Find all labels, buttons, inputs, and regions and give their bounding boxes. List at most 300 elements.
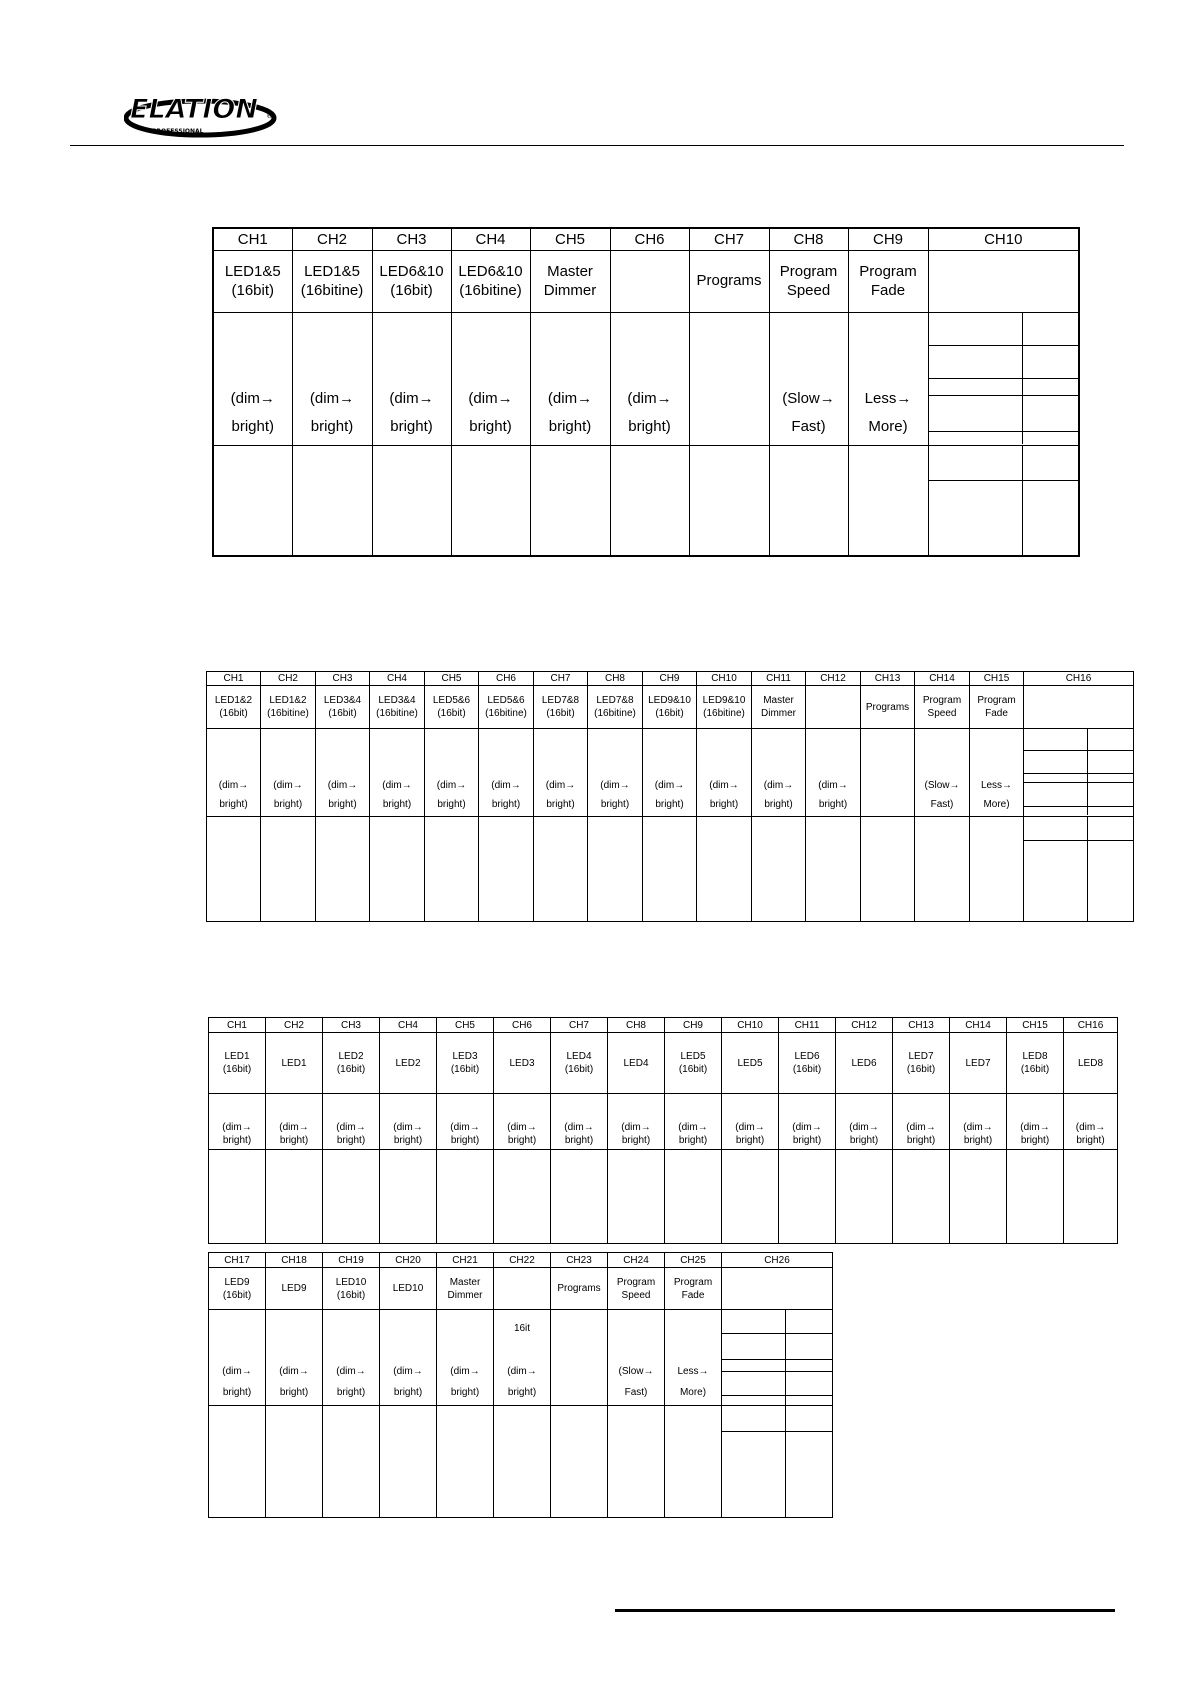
elation-logo [124,84,280,140]
function-cell [316,686,370,729]
channel-header [588,672,643,686]
channel-label: CH1 [223,673,244,684]
blank-cell [769,445,848,556]
blank-cell [316,817,370,922]
channel-header [769,228,848,250]
function-label: (16bitine) [300,282,364,299]
range-text [452,313,530,445]
range-cell [836,1094,893,1150]
range-label [861,776,914,795]
range-cell [893,1094,950,1150]
range-label: bright) [469,417,512,435]
range-cell [848,312,928,445]
channel-label: CH4 [386,673,407,684]
range-text [479,729,533,816]
range-label: (dim→ [507,1122,537,1133]
range-label: bright) [328,799,357,810]
range-label: bright) [906,1135,936,1146]
blank-cell [893,1150,950,1244]
blank-cell [380,1150,437,1244]
range-text [752,729,805,816]
value-subgrid [722,1310,832,1405]
range-text [323,1094,379,1149]
subgrid-row [929,395,1079,431]
range-label: bright) [764,799,793,810]
channel-header [806,672,861,686]
channel-label: CH22 [509,1254,535,1266]
range-label: (dim→ [230,389,275,407]
channel-header [1007,1018,1064,1033]
range-cell [437,1310,494,1406]
function-label: LED1 [224,1051,250,1062]
range-text [494,1094,550,1149]
channel-header [451,228,530,250]
channel-header [722,1018,779,1033]
function-label: LED3&4 [378,695,416,706]
range-label: bright) [390,417,433,435]
range-cell [689,312,769,445]
channel-label: CH6 [634,230,665,248]
range-text [551,1310,607,1405]
function-cell [1064,1033,1118,1094]
function-cell [323,1268,380,1310]
channel-label: CH13 [874,673,901,684]
range-label: (dim→ [627,389,672,407]
range-label: (dim→ [792,1122,822,1133]
dmx-table-16ch-a [206,671,1134,922]
function-cell [1007,1033,1064,1094]
blank-cell [836,1150,893,1244]
subgrid-row [1024,774,1133,783]
blank-cell [266,1406,323,1518]
channel-label: CH12 [851,1019,877,1031]
channel-label: CH10 [711,673,737,684]
range-text [915,729,969,816]
blank-cell [551,1150,608,1244]
subgrid-row [929,480,1079,555]
range-label: (dim→ [279,1366,309,1377]
function-cell [588,686,643,729]
blank-cell [915,817,970,922]
channel-label: CH7 [568,1019,589,1031]
channel-header [689,228,769,250]
subgrid-row [1024,729,1133,751]
function-label: (16bitine) [703,708,745,719]
channel-label: CH23 [566,1254,592,1266]
channel-label: CH16 [1065,673,1092,684]
blank-cell [551,1406,608,1518]
range-label [690,413,769,441]
channel-header [209,1018,266,1033]
range-label: bright) [279,1135,309,1146]
blank-cell [437,1406,494,1518]
function-label: LED6&10 [458,262,523,280]
function-label: LED1&5 [224,262,281,280]
function-cell [534,686,588,729]
range-cell [1007,1094,1064,1150]
function-cell [292,250,372,312]
range-text [494,1310,550,1405]
dmx-table-16ch-b [208,1017,1118,1244]
range-label: (dim→ [678,1122,708,1133]
subgrid-function-cell [786,1310,832,1334]
function-label: (16bit) [222,1289,252,1301]
channel-header [928,228,1079,250]
subgrid-range-cell [1024,841,1087,922]
channel-header [266,1018,323,1033]
range-label: (dim→ [222,1366,252,1377]
function-cell [779,1033,836,1094]
range-label: bright) [393,1135,423,1146]
channel-label: CH3 [332,673,353,684]
range-label [861,795,914,814]
subgrid-function-cell [1023,395,1078,431]
subgrid-function-cell [1023,378,1078,395]
range-cell [608,1310,665,1406]
function-label: LED5&6 [487,695,525,706]
channel-label: CH6 [511,1019,532,1031]
function-label: Program [673,1276,713,1288]
blank-cell [372,445,451,556]
blank-cell [1064,1150,1118,1244]
function-label: Programs [865,701,910,713]
range-text [779,1094,835,1149]
function-label: LED1&2 [214,695,253,706]
range-cell [697,729,752,817]
channel-header [292,228,372,250]
subgrid-function-cell [786,1360,832,1372]
channel-header [752,672,806,686]
blank-row [209,1150,1118,1244]
subgrid-range-cell [929,431,1023,444]
function-label: LED5&6 [432,695,471,706]
range-cell [643,729,697,817]
channel-header [610,228,689,250]
blank-cell [209,1406,266,1518]
range-text [608,1094,664,1149]
range-label: bright) [336,1135,366,1146]
subgrid-range-cell [929,313,1023,346]
subgrid-row [1024,841,1133,922]
function-label: (16bit) [792,1064,822,1075]
channel-header [425,672,479,686]
function-label: Dimmer [543,282,597,299]
function-label: LED2 [338,1051,364,1062]
range-text [380,1310,436,1405]
range-label: bright) [621,1135,651,1146]
ch22-note: 16it [513,1323,531,1334]
function-cell [608,1033,665,1094]
value-subgrid [929,446,1079,555]
range-label: bright) [1076,1135,1105,1146]
range-label [690,385,769,413]
subgrid-range-cell [1024,807,1087,816]
range-text [293,313,372,445]
range-label: bright) [437,799,466,810]
dmx-table-ch17-26 [208,1252,833,1518]
range-text [380,1094,436,1149]
channel-label: CH18 [281,1254,307,1266]
function-label: LED10 [392,1283,424,1294]
subgrid-function-cell [1023,431,1078,444]
range-label: (dim→ [621,1122,651,1133]
blank-cell [752,817,806,922]
function-cell [806,686,861,729]
channel-label: CH26 [764,1254,790,1266]
range-cell [665,1310,722,1406]
subgrid-range-cell [1024,774,1087,783]
subgrid-function-cell [786,1334,832,1360]
range-label: bright) [273,799,303,810]
range-label: (dim→ [450,1122,480,1133]
function-label: (16bitine) [267,708,309,719]
function-cell [665,1268,722,1310]
blank-cell [779,1150,836,1244]
function-label: (16bit) [678,1064,708,1075]
range-cell [209,1310,266,1406]
subgrid-row [722,1432,832,1518]
range-row [213,312,1079,445]
channel-label: CH13 [908,1019,934,1031]
value-subgrid [722,1406,832,1517]
function-cell [266,1268,323,1310]
range-label: (dim→ [507,1366,537,1377]
blank-cell [970,817,1024,922]
range-text [665,1094,721,1149]
range-label: (dim→ [545,780,576,791]
function-cell [1024,686,1134,729]
range-label: (dim→ [309,389,355,407]
function-cell [437,1033,494,1094]
range-text [534,729,587,816]
channel-label: CH3 [340,1019,361,1031]
range-label: (dim→ [389,389,434,407]
range-label: (dim→ [763,780,794,791]
blank-cell [494,1406,551,1518]
function-row [207,686,1134,729]
value-blank-grid [928,445,1079,556]
function-cell [213,250,292,312]
range-label: bright) [792,1135,822,1146]
function-cell [861,686,915,729]
range-cell [494,1310,551,1406]
range-cell [207,729,261,817]
blank-cell [292,445,372,556]
channel-label: CH2 [316,230,347,248]
range-label: bright) [231,417,275,435]
channel-label: CH24 [623,1254,649,1266]
channel-header [950,1018,1007,1033]
header-rule [70,145,1124,146]
subgrid-function-cell [1023,446,1078,481]
range-text [970,729,1023,816]
function-label: LED1&5 [304,262,360,280]
range-label: bright) [548,417,592,435]
range-text [1064,1094,1117,1149]
range-cell [1064,1094,1118,1150]
range-cell [437,1094,494,1150]
channel-header [608,1018,665,1033]
blank-cell [950,1150,1007,1244]
function-cell [610,250,689,312]
range-label: (Slow→ [924,780,960,791]
channel-header [316,672,370,686]
blank-cell [806,817,861,922]
channel-label: CH20 [395,1254,421,1266]
function-cell [928,250,1079,312]
blank-cell [479,817,534,922]
range-cell [752,729,806,817]
function-cell [722,1033,779,1094]
function-cell [722,1268,833,1310]
value-range-grid [928,312,1079,445]
range-label: (dim→ [279,1122,309,1133]
range-label: bright) [219,799,248,810]
function-label: Master [547,262,593,280]
function-label: LED2 [395,1057,421,1069]
function-cell [643,686,697,729]
subgrid-row [929,313,1079,346]
subgrid-row [929,345,1079,378]
channel-label: CH15 [1022,1019,1048,1031]
range-label: bright) [222,1135,252,1146]
function-label: (16bit) [1020,1064,1050,1075]
blank-cell [370,817,425,922]
blank-row [207,817,1134,922]
channel-header [323,1018,380,1033]
channel-header [779,1018,836,1033]
channel-label: CH19 [338,1254,364,1266]
range-text [266,1094,322,1149]
range-cell [551,1094,608,1150]
range-label: bright) [564,1135,594,1146]
function-label: LED1 [281,1057,307,1069]
subgrid-range-cell [722,1406,786,1432]
range-cell [323,1310,380,1406]
function-label: LED7 [908,1051,934,1062]
range-label: bright) [709,799,739,810]
function-label: Speed [786,282,831,299]
function-label: LED5 [737,1057,763,1069]
channel-header [372,228,451,250]
function-cell [372,250,451,312]
range-label: bright) [222,1387,252,1398]
channel-header [530,228,610,250]
subgrid-function-cell [1023,345,1078,378]
range-label: (dim→ [735,1122,765,1133]
subgrid-function-cell [1087,783,1133,807]
range-row [207,729,1134,817]
range-text [214,313,292,445]
channel-label: CH9 [659,673,680,684]
function-label: LED4 [623,1057,649,1069]
subgrid-range-cell [722,1432,786,1518]
subgrid-function-cell [1023,313,1078,346]
function-label: Program [859,262,917,280]
function-row [209,1033,1118,1094]
range-text [643,729,696,816]
function-label: (16bitine) [485,708,527,719]
function-label: LED7&8 [541,695,580,706]
dmx-table-10ch [212,227,1080,557]
blank-cell [530,445,610,556]
channel-header [380,1018,437,1033]
subgrid-function-cell [1087,841,1133,922]
subgrid-function-cell [1023,480,1078,555]
channel-label: CH4 [397,1019,418,1031]
channel-header [848,228,928,250]
channel-header [665,1253,722,1268]
subgrid-row [722,1396,832,1406]
function-cell [380,1033,437,1094]
blank-cell [261,817,316,922]
range-label: bright) [963,1135,993,1146]
range-cell [380,1310,437,1406]
channel-header [494,1018,551,1033]
range-cell [551,1310,608,1406]
range-text [849,313,928,445]
range-label: (dim→ [709,780,739,791]
range-label: bright) [818,799,848,810]
range-label: bright) [450,1387,480,1398]
value-subgrid [929,313,1079,444]
range-label: (dim→ [436,780,467,791]
channel-label: CH8 [625,1019,646,1031]
channel-label: CH1 [237,230,268,248]
function-label: Speed [621,1289,651,1301]
channel-label: CH12 [820,673,846,684]
function-label: (16bitine) [594,708,636,719]
function-label: (16bit) [655,708,684,719]
channel-header [1064,1018,1118,1033]
range-label: (dim→ [1075,1122,1106,1133]
range-label: (dim→ [468,389,513,407]
range-label: Less→ [864,389,912,407]
function-label: LED6 [794,1051,820,1062]
range-label: (dim→ [393,1366,423,1377]
function-cell [836,1033,893,1094]
range-label: bright) [1020,1135,1050,1146]
range-label: Fast) [930,799,954,810]
function-label: Fade [681,1289,705,1301]
value-subgrid [1024,729,1133,815]
subgrid-range-cell [722,1396,786,1406]
range-label: (dim→ [600,780,630,791]
footer-rule [615,1609,1115,1612]
function-label: Programs [557,1283,601,1294]
channel-label: CH7 [713,230,744,248]
function-cell [209,1033,266,1094]
range-row [209,1094,1118,1150]
channel-label: CH8 [604,673,625,684]
blank-cell [494,1150,551,1244]
function-label: LED9 [224,1276,250,1288]
function-label: LED6&10 [379,262,444,280]
function-label: (16bit) [231,282,275,299]
subgrid-function-cell [1087,807,1133,816]
range-label: (dim→ [393,1122,423,1133]
subgrid-function-cell [786,1372,832,1396]
function-cell [370,686,425,729]
subgrid-row [1024,807,1133,816]
range-label: bright) [310,417,354,435]
blank-cell [266,1150,323,1244]
function-label: Fade [985,708,1008,719]
range-text [950,1094,1006,1149]
blank-cell [588,817,643,922]
function-label: (16bit) [336,1289,366,1301]
channel-label: CH8 [793,230,824,248]
